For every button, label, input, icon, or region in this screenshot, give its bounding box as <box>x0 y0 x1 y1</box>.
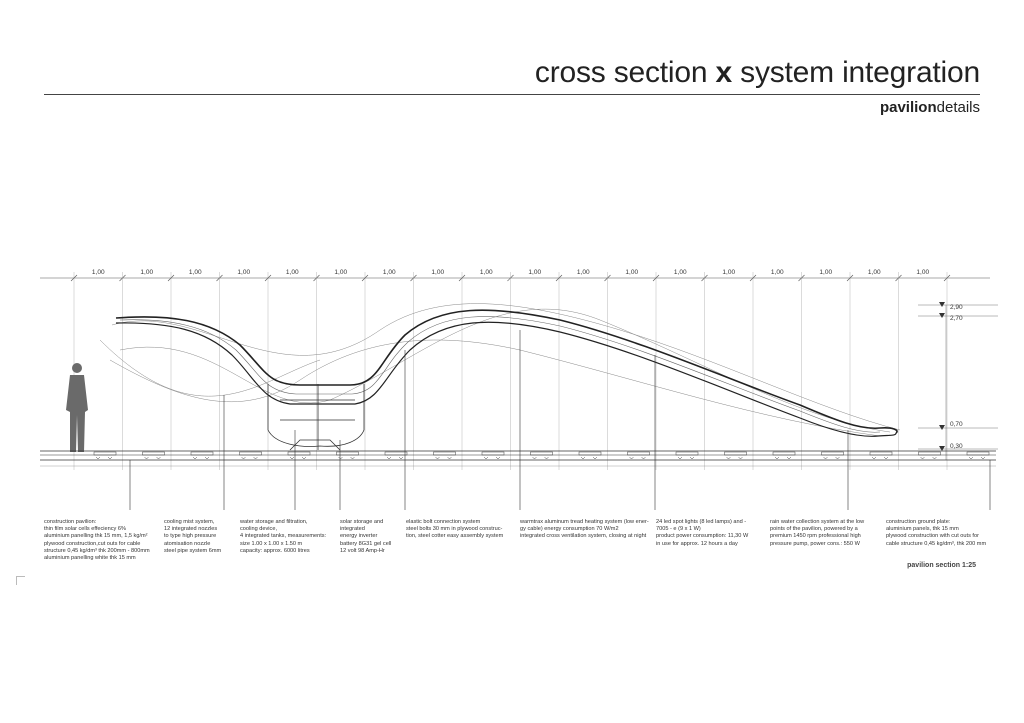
dimension-label: 1,00 <box>91 269 105 276</box>
note-line: integrated <box>340 526 365 533</box>
note-line: cooling mist system, <box>164 519 215 525</box>
note-tread-heating <box>520 519 649 541</box>
note-line: cable structure 0,45 kg/dm³, thk 200 mm <box>886 540 987 547</box>
dimension-label: 1,00 <box>382 269 396 276</box>
ground-block <box>482 452 504 455</box>
note-line: aluminium panels, thk 15 mm <box>886 526 959 533</box>
note-line: 24 led spot lights (8 led lamps) and - <box>656 519 747 525</box>
ground-connector <box>872 457 888 459</box>
note-cooling-mist <box>164 519 221 555</box>
note-line: 12 integrated nozzles <box>164 526 218 533</box>
ground-block <box>94 452 116 455</box>
ground-connector <box>96 457 112 459</box>
level-triangles <box>939 302 945 451</box>
ground-block <box>822 452 844 455</box>
note-line: construction pavilion: <box>44 519 97 525</box>
leader-lines <box>130 330 990 510</box>
dimension-label: 1,00 <box>334 269 348 276</box>
note-line: cooling device, <box>240 526 278 533</box>
ground-connector <box>630 457 646 459</box>
ground-block <box>870 452 892 455</box>
note-line: battery 8G31 gel cell <box>340 540 392 547</box>
note-line: in use for approx. 12 hours a day <box>656 540 738 547</box>
dimension-label: 1,00 <box>916 269 930 276</box>
note-line: plywood construction with cut outs for <box>886 533 979 540</box>
note-construction-pavilion <box>44 519 150 562</box>
note-line: aluminium panelling thk 15 mm, 1,5 kg/m² <box>44 533 148 540</box>
note-line: integrated cross ventilation system, closing at night <box>520 533 647 540</box>
dimension-label: 1,00 <box>576 269 590 276</box>
title-part2: system integration <box>732 56 980 89</box>
dimension-label: 1,00 <box>770 269 784 276</box>
note-line: points of the pavilion, powered by a <box>770 526 858 533</box>
dimension-label: 1,00 <box>722 269 736 276</box>
ground-connector <box>824 457 840 459</box>
note-line: elastic bolt connection system <box>406 519 481 525</box>
ground-plate-blocks <box>94 452 989 459</box>
ground-block <box>579 452 601 455</box>
ground-block <box>434 452 456 455</box>
note-elastic-bolt <box>406 519 503 541</box>
ground-connector <box>581 457 597 459</box>
note-line: water storage and filtration, <box>240 519 308 525</box>
dimension-label: 1,00 <box>285 269 299 276</box>
note-water-storage <box>240 519 326 555</box>
note-line: aluminium panelling white thk 15 mm <box>44 555 136 562</box>
title-x: x <box>715 56 733 89</box>
ground-block <box>531 452 553 455</box>
note-line: atomisation nozzle <box>164 540 211 547</box>
ground-connector <box>921 457 937 459</box>
ground-block <box>676 452 698 455</box>
ground-block <box>385 452 407 455</box>
subtitle-light: details <box>936 99 980 116</box>
ground-block <box>628 452 650 455</box>
note-line: gy cable) energy consumption 70 W/m2 <box>520 526 619 533</box>
section-scale-label: pavilion section 1:25 <box>907 562 976 569</box>
note-line: warmtrax aluminum tread heating system (low ener- <box>520 519 649 525</box>
ground-connector <box>484 457 500 459</box>
ground-block <box>967 452 989 455</box>
title-part1: cross section <box>534 56 716 89</box>
note-line: steel bolts 30 mm in plywood construc- <box>406 526 503 533</box>
ground-block <box>773 452 795 455</box>
dimension-labels <box>92 269 930 276</box>
level-label-0-30: 0,30 <box>950 443 963 450</box>
ground-connector <box>387 457 403 459</box>
note-line: premium 1450 rpm professional high <box>770 533 861 540</box>
note-line: 7005 - e (9 x 1 W) <box>656 526 701 533</box>
ground-block <box>288 452 310 455</box>
human-figure <box>66 363 88 452</box>
ground-connector <box>193 457 209 459</box>
dimension-label: 1,00 <box>140 269 154 276</box>
ground-connector <box>436 457 452 459</box>
ground-connector <box>290 457 306 459</box>
dimension-label: 1,00 <box>188 269 202 276</box>
ground-block <box>191 452 213 455</box>
note-solar-storage <box>340 519 391 555</box>
ground-plate <box>40 451 996 466</box>
dimension-label: 1,00 <box>431 269 445 276</box>
note-line: structure 0,45 kg/dm³ thk 200mm - 800mm <box>44 547 150 554</box>
note-line: product power consumption: 11,30 W <box>656 533 749 540</box>
subtitle-bold: pavilion <box>879 99 937 116</box>
note-line: 12 volt 98 Amp-Hr <box>340 547 385 554</box>
note-line: 4 integrated tanks, measurements: <box>240 533 327 540</box>
dimension-label: 1,00 <box>867 269 881 276</box>
ground-connector <box>969 457 985 459</box>
ground-connector <box>242 457 258 459</box>
ground-connector <box>533 457 549 459</box>
ground-block <box>240 452 262 455</box>
note-line: to type high pressure <box>164 533 217 540</box>
note-line: construction ground plate: <box>886 519 951 525</box>
dimension-label: 1,00 <box>479 269 493 276</box>
ground-block <box>143 452 165 455</box>
guide-curves <box>100 304 900 436</box>
ground-block <box>725 452 747 455</box>
dimension-label: 1,00 <box>819 269 833 276</box>
level-label-0-70: 0,70 <box>950 421 963 428</box>
level-label-2-90: 2,90 <box>950 304 963 311</box>
note-line: capacity: approx. 6000 litres <box>240 547 310 554</box>
note-ground-plate <box>886 519 986 548</box>
level-label-2-70: 2,70 <box>950 315 963 322</box>
crop-mark <box>16 576 25 585</box>
ground-connector <box>775 457 791 459</box>
level-markers <box>918 305 998 460</box>
ground-connector <box>678 457 694 459</box>
note-line: steel pipe system 6mm <box>164 547 222 554</box>
note-line: pressure pump, power cons.: 550 W <box>770 540 860 547</box>
dimension-label: 1,00 <box>673 269 687 276</box>
dimension-label: 1,00 <box>237 269 251 276</box>
note-line: thin film solar cells effeciency 6% <box>44 526 126 533</box>
ground-connector <box>145 457 161 459</box>
note-line: solar storage and <box>340 519 384 525</box>
note-line: energy inverter <box>340 533 378 540</box>
note-line: size 1.00 x 1.00 x 1.50 m <box>240 540 303 547</box>
note-line: plywood construction,cut outs for cable <box>44 540 141 547</box>
note-rain-water <box>770 519 864 548</box>
note-line: rain water collection system at the low <box>770 519 865 525</box>
note-led-lights <box>656 519 748 548</box>
note-line: tion, steel cotter easy assembly system <box>406 533 504 540</box>
dimension-label: 1,00 <box>528 269 542 276</box>
ground-connector <box>339 457 355 459</box>
dimension-label: 1,00 <box>625 269 639 276</box>
ground-block <box>919 452 941 455</box>
ground-connector <box>727 457 743 459</box>
dimension-ticks <box>71 272 950 470</box>
